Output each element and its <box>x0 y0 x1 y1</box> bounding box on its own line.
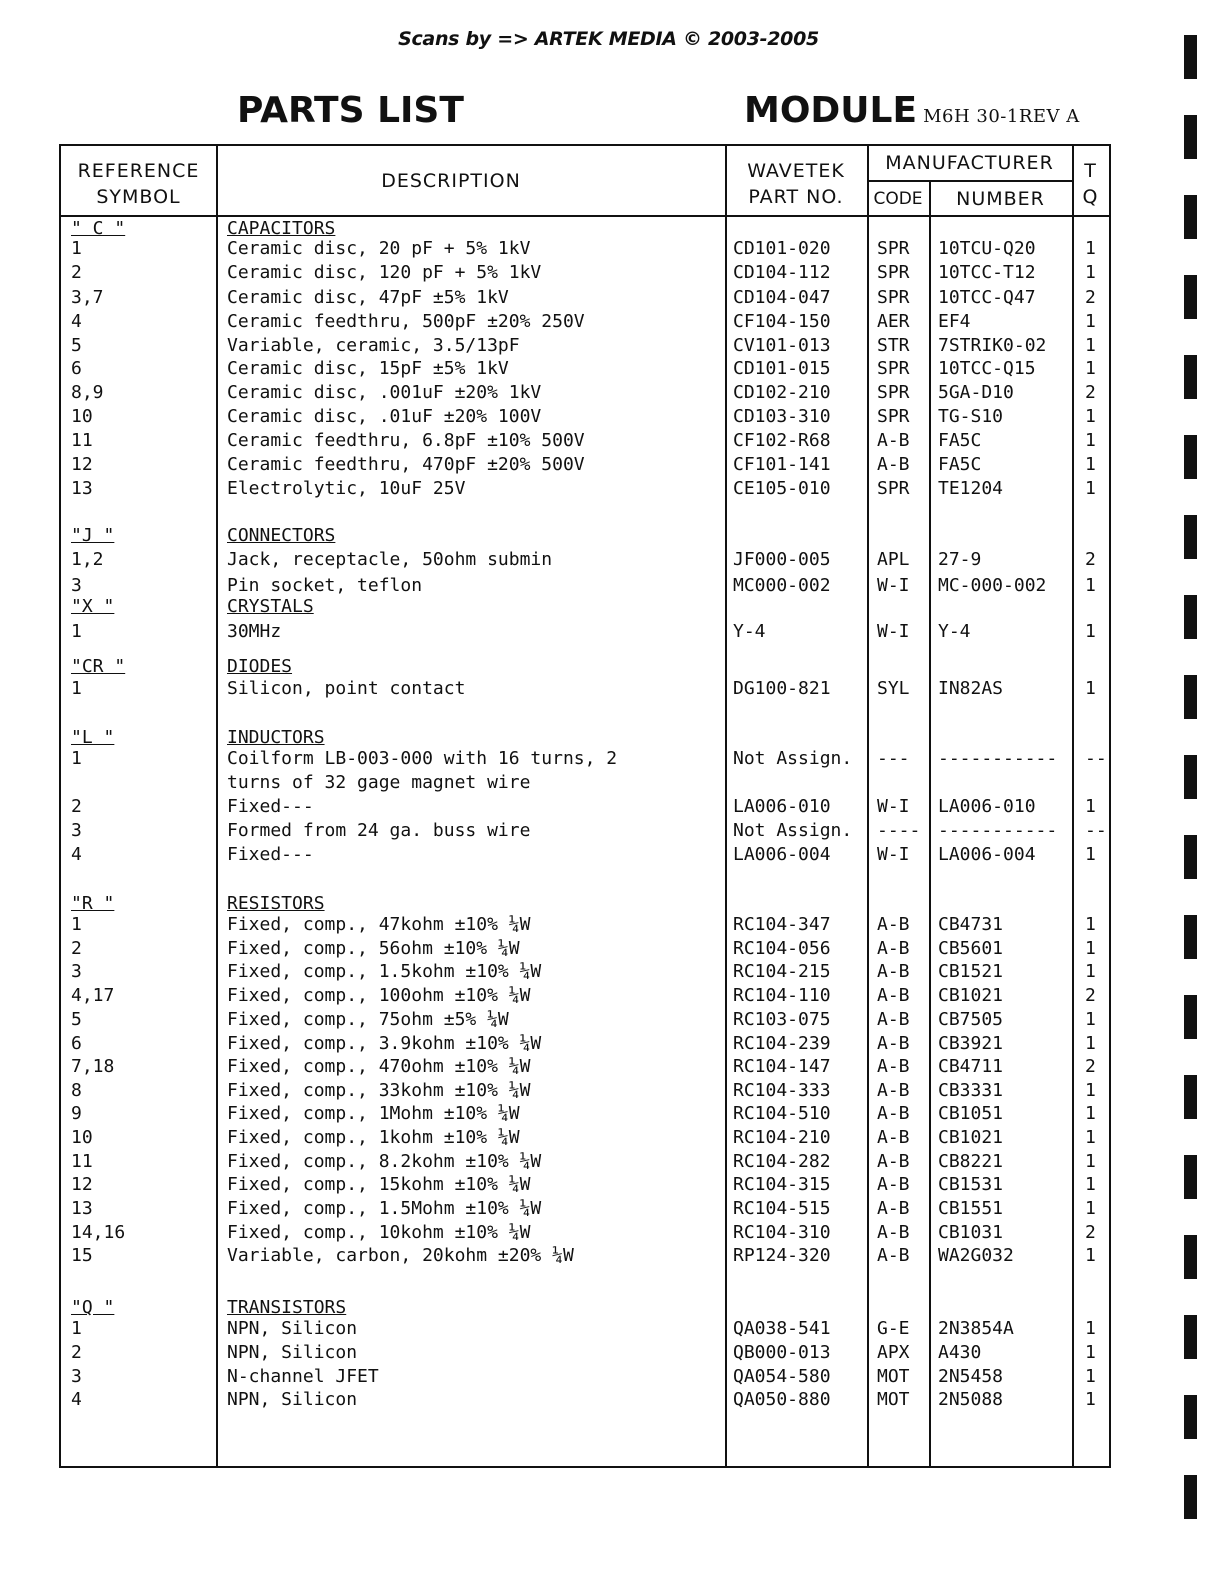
wavetek-part-no: LA006-010 <box>733 796 831 817</box>
manufacturer-number: CB5601 <box>938 938 1004 959</box>
quantity: 1 <box>1085 678 1096 699</box>
col-divider-part <box>867 146 869 1466</box>
manufacturer-number: FA5C <box>938 430 982 451</box>
wavetek-part-no: Not Assign. <box>733 748 853 769</box>
manufacturer-code: SPR <box>877 406 910 427</box>
ref-symbol: 1,2 <box>71 549 104 570</box>
ref-symbol: 1 <box>71 748 82 769</box>
manufacturer-number: 10TCC-T12 <box>938 262 1036 283</box>
manufacturer-number: EF4 <box>938 311 971 332</box>
wavetek-part-no: RC104-056 <box>733 938 831 959</box>
quantity: 1 <box>1085 914 1096 935</box>
manufacturer-code: W-I <box>877 796 910 817</box>
manufacturer-number: 2N3854A <box>938 1318 1014 1339</box>
edge-mark <box>1184 915 1197 959</box>
part-description: Fixed, comp., 33kohm ±10% ¼W <box>227 1080 531 1101</box>
ref-symbol: 1 <box>71 914 82 935</box>
section-symbol: "X " <box>71 596 115 617</box>
part-description: Fixed, comp., 1.5Mohm ±10% ¼W <box>227 1198 542 1219</box>
wavetek-part-no: RC104-210 <box>733 1127 831 1148</box>
ref-symbol: 6 <box>71 358 82 379</box>
part-description: Ceramic disc, .01uF ±20% 100V <box>227 406 542 427</box>
header-symbol: SYMBOL <box>96 186 181 208</box>
wavetek-part-no: RC104-315 <box>733 1174 831 1195</box>
part-description: Fixed, comp., 8.2kohm ±10% ¼W <box>227 1151 542 1172</box>
manufacturer-number: TE1204 <box>938 478 1004 499</box>
manufacturer-code: --- <box>877 748 910 769</box>
edge-mark <box>1184 1075 1197 1119</box>
manufacturer-number: ----------- <box>938 820 1058 841</box>
manufacturer-code: A-B <box>877 1174 910 1195</box>
header-t: T <box>1084 160 1097 182</box>
manufacturer-code: A-B <box>877 985 910 1006</box>
ref-symbol: 13 <box>71 478 93 499</box>
manufacturer-number: 27-9 <box>938 549 982 570</box>
ref-symbol: 3 <box>71 820 82 841</box>
scan-credit-banner: Scans by => ARTEK MEDIA © 2003-2005 <box>398 28 819 50</box>
manufacturer-number: LA006-004 <box>938 844 1036 865</box>
manufacturer-code: SPR <box>877 238 910 259</box>
section-symbol: " C " <box>71 218 126 239</box>
part-description: Formed from 24 ga. buss wire <box>227 820 531 841</box>
part-description: Fixed, comp., 47kohm ±10% ¼W <box>227 914 531 935</box>
header-description: DESCRIPTION <box>381 170 521 192</box>
ref-symbol: 4 <box>71 1389 82 1410</box>
part-description: turns of 32 gage magnet wire <box>227 772 531 793</box>
col-divider-number <box>1072 146 1074 1466</box>
manufacturer-code: W-I <box>877 844 910 865</box>
part-description: Fixed, comp., 10kohm ±10% ¼W <box>227 1222 531 1243</box>
manufacturer-rule <box>867 180 1072 182</box>
wavetek-part-no: MC000-002 <box>733 575 831 596</box>
ref-symbol: 6 <box>71 1033 82 1054</box>
manufacturer-number: CB1551 <box>938 1198 1004 1219</box>
ref-symbol: 7,18 <box>71 1056 115 1077</box>
part-description: Fixed, comp., 75ohm ±5% ¼W <box>227 1009 509 1030</box>
part-description: Fixed, comp., 100ohm ±10% ¼W <box>227 985 531 1006</box>
manufacturer-code: ---- <box>877 820 921 841</box>
edge-mark <box>1184 115 1197 159</box>
ref-symbol: 11 <box>71 1151 93 1172</box>
wavetek-part-no: QA050-880 <box>733 1389 831 1410</box>
section-symbol: "J " <box>71 525 115 546</box>
edge-mark <box>1184 835 1197 879</box>
wavetek-part-no: LA006-004 <box>733 844 831 865</box>
quantity: 1 <box>1085 1342 1096 1363</box>
ref-symbol: 14,16 <box>71 1222 126 1243</box>
col-divider-ref <box>216 146 218 1466</box>
quantity: 1 <box>1085 335 1096 356</box>
wavetek-part-no: RC104-147 <box>733 1056 831 1077</box>
part-description: Fixed--- <box>227 844 314 865</box>
manufacturer-number: MC-000-002 <box>938 575 1047 596</box>
col-divider-code <box>929 180 931 1466</box>
ref-symbol: 12 <box>71 454 93 475</box>
manufacturer-code: A-B <box>877 1222 910 1243</box>
ref-symbol: 1 <box>71 1318 82 1339</box>
manufacturer-number: CB1051 <box>938 1103 1004 1124</box>
quantity: 1 <box>1085 1174 1096 1195</box>
wavetek-part-no: Not Assign. <box>733 820 853 841</box>
part-description: Ceramic disc, 20 pF + 5% 1kV <box>227 238 531 259</box>
part-description: Variable, ceramic, 3.5/13pF <box>227 335 520 356</box>
wavetek-part-no: CD103-310 <box>733 406 831 427</box>
manufacturer-number: Y-4 <box>938 621 971 642</box>
ref-symbol: 4 <box>71 311 82 332</box>
ref-symbol: 13 <box>71 1198 93 1219</box>
module-label: MODULE <box>744 90 918 131</box>
parts-table <box>59 144 1111 1468</box>
quantity: -- <box>1085 748 1107 769</box>
manufacturer-number: CB4711 <box>938 1056 1004 1077</box>
manufacturer-number: FA5C <box>938 454 982 475</box>
part-description: Fixed, comp., 3.9kohm ±10% ¼W <box>227 1033 542 1054</box>
ref-symbol: 3 <box>71 575 82 596</box>
section-title: DIODES <box>227 656 293 677</box>
wavetek-part-no: CF104-150 <box>733 311 831 332</box>
quantity: 1 <box>1085 358 1096 379</box>
manufacturer-number: CB4731 <box>938 914 1004 935</box>
quantity: 1 <box>1085 1151 1096 1172</box>
edge-mark <box>1184 1315 1197 1359</box>
quantity: 1 <box>1085 575 1096 596</box>
wavetek-part-no: RC104-310 <box>733 1222 831 1243</box>
manufacturer-code: MOT <box>877 1366 910 1387</box>
col-divider-desc <box>725 146 727 1466</box>
wavetek-part-no: CD102-210 <box>733 382 831 403</box>
manufacturer-number: CB1031 <box>938 1222 1004 1243</box>
wavetek-part-no: RC104-347 <box>733 914 831 935</box>
ref-symbol: 15 <box>71 1245 93 1266</box>
ref-symbol: 1 <box>71 678 82 699</box>
quantity: 1 <box>1085 262 1096 283</box>
manufacturer-code: W-I <box>877 575 910 596</box>
ref-symbol: 2 <box>71 938 82 959</box>
part-description: Fixed, comp., 1kohm ±10% ¼W <box>227 1127 520 1148</box>
wavetek-part-no: RC104-239 <box>733 1033 831 1054</box>
part-description: Electrolytic, 10uF 25V <box>227 478 466 499</box>
wavetek-part-no: CF102-R68 <box>733 430 831 451</box>
manufacturer-number: TG-S10 <box>938 406 1004 427</box>
quantity: 1 <box>1085 311 1096 332</box>
manufacturer-number: CB3331 <box>938 1080 1004 1101</box>
wavetek-part-no: CD104-112 <box>733 262 831 283</box>
edge-mark <box>1184 275 1197 319</box>
quantity: 1 <box>1085 1033 1096 1054</box>
edge-mark <box>1184 195 1197 239</box>
manufacturer-code: SPR <box>877 262 910 283</box>
part-description: Coilform LB-003-000 with 16 turns, 2 <box>227 748 618 769</box>
manufacturer-number: 2N5088 <box>938 1389 1004 1410</box>
manufacturer-number: 2N5458 <box>938 1366 1004 1387</box>
header-q: Q <box>1082 186 1099 208</box>
quantity: 1 <box>1085 1389 1096 1410</box>
ref-symbol: 2 <box>71 796 82 817</box>
section-title: CAPACITORS <box>227 218 336 239</box>
part-description: Fixed, comp., 1Mohm ±10% ¼W <box>227 1103 520 1124</box>
section-symbol: "CR " <box>71 656 126 677</box>
manufacturer-code: STR <box>877 335 910 356</box>
edge-mark <box>1184 435 1197 479</box>
edge-mark <box>1184 995 1197 1039</box>
manufacturer-code: MOT <box>877 1389 910 1410</box>
ref-symbol: 11 <box>71 430 93 451</box>
wavetek-part-no: QA038-541 <box>733 1318 831 1339</box>
part-description: Ceramic disc, 120 pF + 5% 1kV <box>227 262 542 283</box>
ref-symbol: 10 <box>71 1127 93 1148</box>
header-tq <box>1072 158 1109 210</box>
ref-symbol: 2 <box>71 1342 82 1363</box>
quantity: -- <box>1085 820 1107 841</box>
part-description: Fixed, comp., 56ohm ±10% ¼W <box>227 938 520 959</box>
header-number: NUMBER <box>956 188 1045 210</box>
quantity: 1 <box>1085 938 1096 959</box>
quantity: 1 <box>1085 961 1096 982</box>
part-description: NPN, Silicon <box>227 1342 358 1363</box>
manufacturer-number: IN82AS <box>938 678 1004 699</box>
wavetek-part-no: RC104-515 <box>733 1198 831 1219</box>
manufacturer-code: SPR <box>877 382 910 403</box>
manufacturer-code: APX <box>877 1342 910 1363</box>
section-symbol: "R " <box>71 893 115 914</box>
wavetek-part-no: QB000-013 <box>733 1342 831 1363</box>
manufacturer-code: A-B <box>877 1245 910 1266</box>
wavetek-part-no: CD104-047 <box>733 287 831 308</box>
quantity: 1 <box>1085 1127 1096 1148</box>
manufacturer-code: A-B <box>877 961 910 982</box>
quantity: 2 <box>1085 1056 1096 1077</box>
ref-symbol: 2 <box>71 262 82 283</box>
wavetek-part-no: QA054-580 <box>733 1366 831 1387</box>
quantity: 1 <box>1085 1318 1096 1339</box>
ref-symbol: 3 <box>71 1366 82 1387</box>
wavetek-part-no: CD101-015 <box>733 358 831 379</box>
manufacturer-number: LA006-010 <box>938 796 1036 817</box>
wavetek-part-no: RC104-510 <box>733 1103 831 1124</box>
part-description: Ceramic feedthru, 500pF ±20% 250V <box>227 311 585 332</box>
wavetek-part-no: RC104-215 <box>733 961 831 982</box>
part-description: Ceramic disc, .001uF ±20% 1kV <box>227 382 542 403</box>
manufacturer-number: 10TCU-Q20 <box>938 238 1036 259</box>
quantity: 1 <box>1085 1080 1096 1101</box>
manufacturer-code: SPR <box>877 478 910 499</box>
quantity: 1 <box>1085 1366 1096 1387</box>
manufacturer-code: A-B <box>877 454 910 475</box>
header-part-no: PART NO. <box>748 186 844 208</box>
quantity: 2 <box>1085 985 1096 1006</box>
quantity: 1 <box>1085 1009 1096 1030</box>
edge-mark <box>1184 355 1197 399</box>
ref-symbol: 4,17 <box>71 985 115 1006</box>
quantity: 2 <box>1085 1222 1096 1243</box>
manufacturer-number: CB7505 <box>938 1009 1004 1030</box>
part-description: Ceramic feedthru, 6.8pF ±10% 500V <box>227 430 585 451</box>
manufacturer-code: W-I <box>877 621 910 642</box>
quantity: 1 <box>1085 430 1096 451</box>
part-description: Fixed, comp., 470ohm ±10% ¼W <box>227 1056 531 1077</box>
ref-symbol: 1 <box>71 238 82 259</box>
binding-edge-marks <box>1184 0 1198 1569</box>
edge-mark <box>1184 1395 1197 1439</box>
part-description: Jack, receptacle, 50ohm submin <box>227 549 553 570</box>
manufacturer-number: 5GA-D10 <box>938 382 1014 403</box>
header-wavetek-part <box>725 158 867 210</box>
wavetek-part-no: DG100-821 <box>733 678 831 699</box>
manufacturer-number: CB1021 <box>938 1127 1004 1148</box>
manufacturer-code: A-B <box>877 1080 910 1101</box>
part-description: Fixed--- <box>227 796 314 817</box>
manufacturer-number: CB1021 <box>938 985 1004 1006</box>
section-symbol: "L " <box>71 727 115 748</box>
ref-symbol: 3,7 <box>71 287 104 308</box>
manufacturer-number: 10TCC-Q15 <box>938 358 1036 379</box>
manufacturer-number: ----------- <box>938 748 1058 769</box>
wavetek-part-no: RC104-282 <box>733 1151 831 1172</box>
quantity: 1 <box>1085 406 1096 427</box>
part-description: NPN, Silicon <box>227 1389 358 1410</box>
ref-symbol: 8,9 <box>71 382 104 403</box>
manufacturer-code: SPR <box>877 287 910 308</box>
manufacturer-number: CB8221 <box>938 1151 1004 1172</box>
ref-symbol: 9 <box>71 1103 82 1124</box>
section-title: TRANSISTORS <box>227 1297 347 1318</box>
part-description: Variable, carbon, 20kohm ±20% ¼W <box>227 1245 574 1266</box>
manufacturer-code: G-E <box>877 1318 910 1339</box>
header-reference: REFERENCE <box>77 160 200 182</box>
manufacturer-number: 7STRIK0-02 <box>938 335 1047 356</box>
edge-mark <box>1184 1235 1197 1279</box>
header-manufacturer: MANUFACTURER <box>885 152 1054 174</box>
wavetek-part-no: RC104-333 <box>733 1080 831 1101</box>
quantity: 1 <box>1085 844 1096 865</box>
module-title <box>744 90 1080 131</box>
wavetek-part-no: RC104-110 <box>733 985 831 1006</box>
quantity: 1 <box>1085 621 1096 642</box>
manufacturer-code: A-B <box>877 1198 910 1219</box>
ref-symbol: 3 <box>71 961 82 982</box>
part-description: Ceramic feedthru, 470pF ±20% 500V <box>227 454 585 475</box>
quantity: 2 <box>1085 549 1096 570</box>
manufacturer-code: A-B <box>877 1127 910 1148</box>
edge-mark <box>1184 1475 1197 1519</box>
edge-mark <box>1184 675 1197 719</box>
wavetek-part-no: CF101-141 <box>733 454 831 475</box>
quantity: 1 <box>1085 478 1096 499</box>
part-description: Fixed, comp., 1.5kohm ±10% ¼W <box>227 961 542 982</box>
wavetek-part-no: CD101-020 <box>733 238 831 259</box>
ref-symbol: 10 <box>71 406 93 427</box>
manufacturer-number: WA2G032 <box>938 1245 1014 1266</box>
manufacturer-number: CB1521 <box>938 961 1004 982</box>
section-title: CONNECTORS <box>227 525 336 546</box>
manufacturer-number: 10TCC-Q47 <box>938 287 1036 308</box>
quantity: 1 <box>1085 454 1096 475</box>
module-number: M6H 30-1REV A <box>923 106 1080 127</box>
manufacturer-code: A-B <box>877 1151 910 1172</box>
part-description: Pin socket, teflon <box>227 575 423 596</box>
section-title: CRYSTALS <box>227 596 314 617</box>
manufacturer-code: AER <box>877 311 910 332</box>
ref-symbol: 5 <box>71 335 82 356</box>
wavetek-part-no: Y-4 <box>733 621 766 642</box>
wavetek-part-no: CV101-013 <box>733 335 831 356</box>
manufacturer-number: CB1531 <box>938 1174 1004 1195</box>
quantity: 1 <box>1085 1103 1096 1124</box>
wavetek-part-no: CE105-010 <box>733 478 831 499</box>
manufacturer-code: A-B <box>877 1103 910 1124</box>
edge-mark <box>1184 515 1197 559</box>
part-description: Ceramic disc, 47pF ±5% 1kV <box>227 287 509 308</box>
edge-mark <box>1184 595 1197 639</box>
quantity: 2 <box>1085 287 1096 308</box>
quantity: 1 <box>1085 796 1096 817</box>
ref-symbol: 1 <box>71 621 82 642</box>
quantity: 1 <box>1085 1245 1096 1266</box>
manufacturer-code: SPR <box>877 358 910 379</box>
wavetek-part-no: RP124-320 <box>733 1245 831 1266</box>
ref-symbol: 12 <box>71 1174 93 1195</box>
header-reference-symbol <box>61 158 216 210</box>
manufacturer-number: CB3921 <box>938 1033 1004 1054</box>
section-title: RESISTORS <box>227 893 325 914</box>
ref-symbol: 5 <box>71 1009 82 1030</box>
manufacturer-code: A-B <box>877 1009 910 1030</box>
manufacturer-code: A-B <box>877 1033 910 1054</box>
edge-mark <box>1184 1155 1197 1199</box>
part-description: 30MHz <box>227 621 282 642</box>
quantity: 1 <box>1085 1198 1096 1219</box>
page-title: PARTS LIST <box>237 90 464 131</box>
part-description: Fixed, comp., 15kohm ±10% ¼W <box>227 1174 531 1195</box>
header-code: CODE <box>873 189 923 209</box>
part-description: Silicon, point contact <box>227 678 466 699</box>
part-description: N-channel JFET <box>227 1366 379 1387</box>
manufacturer-number: A430 <box>938 1342 982 1363</box>
part-description: NPN, Silicon <box>227 1318 358 1339</box>
wavetek-part-no: JF000-005 <box>733 549 831 570</box>
manufacturer-code: SYL <box>877 678 910 699</box>
manufacturer-code: A-B <box>877 1056 910 1077</box>
header-wavetek: WAVETEK <box>747 160 845 182</box>
manufacturer-code: A-B <box>877 938 910 959</box>
ref-symbol: 4 <box>71 844 82 865</box>
quantity: 1 <box>1085 238 1096 259</box>
part-description: Ceramic disc, 15pF ±5% 1kV <box>227 358 509 379</box>
quantity: 2 <box>1085 382 1096 403</box>
section-title: INDUCTORS <box>227 727 325 748</box>
manufacturer-code: A-B <box>877 430 910 451</box>
manufacturer-code: APL <box>877 549 910 570</box>
section-symbol: "Q " <box>71 1297 115 1318</box>
header-rule <box>61 215 1109 217</box>
ref-symbol: 8 <box>71 1080 82 1101</box>
edge-mark <box>1184 35 1197 79</box>
wavetek-part-no: RC103-075 <box>733 1009 831 1030</box>
manufacturer-code: A-B <box>877 914 910 935</box>
edge-mark <box>1184 755 1197 799</box>
